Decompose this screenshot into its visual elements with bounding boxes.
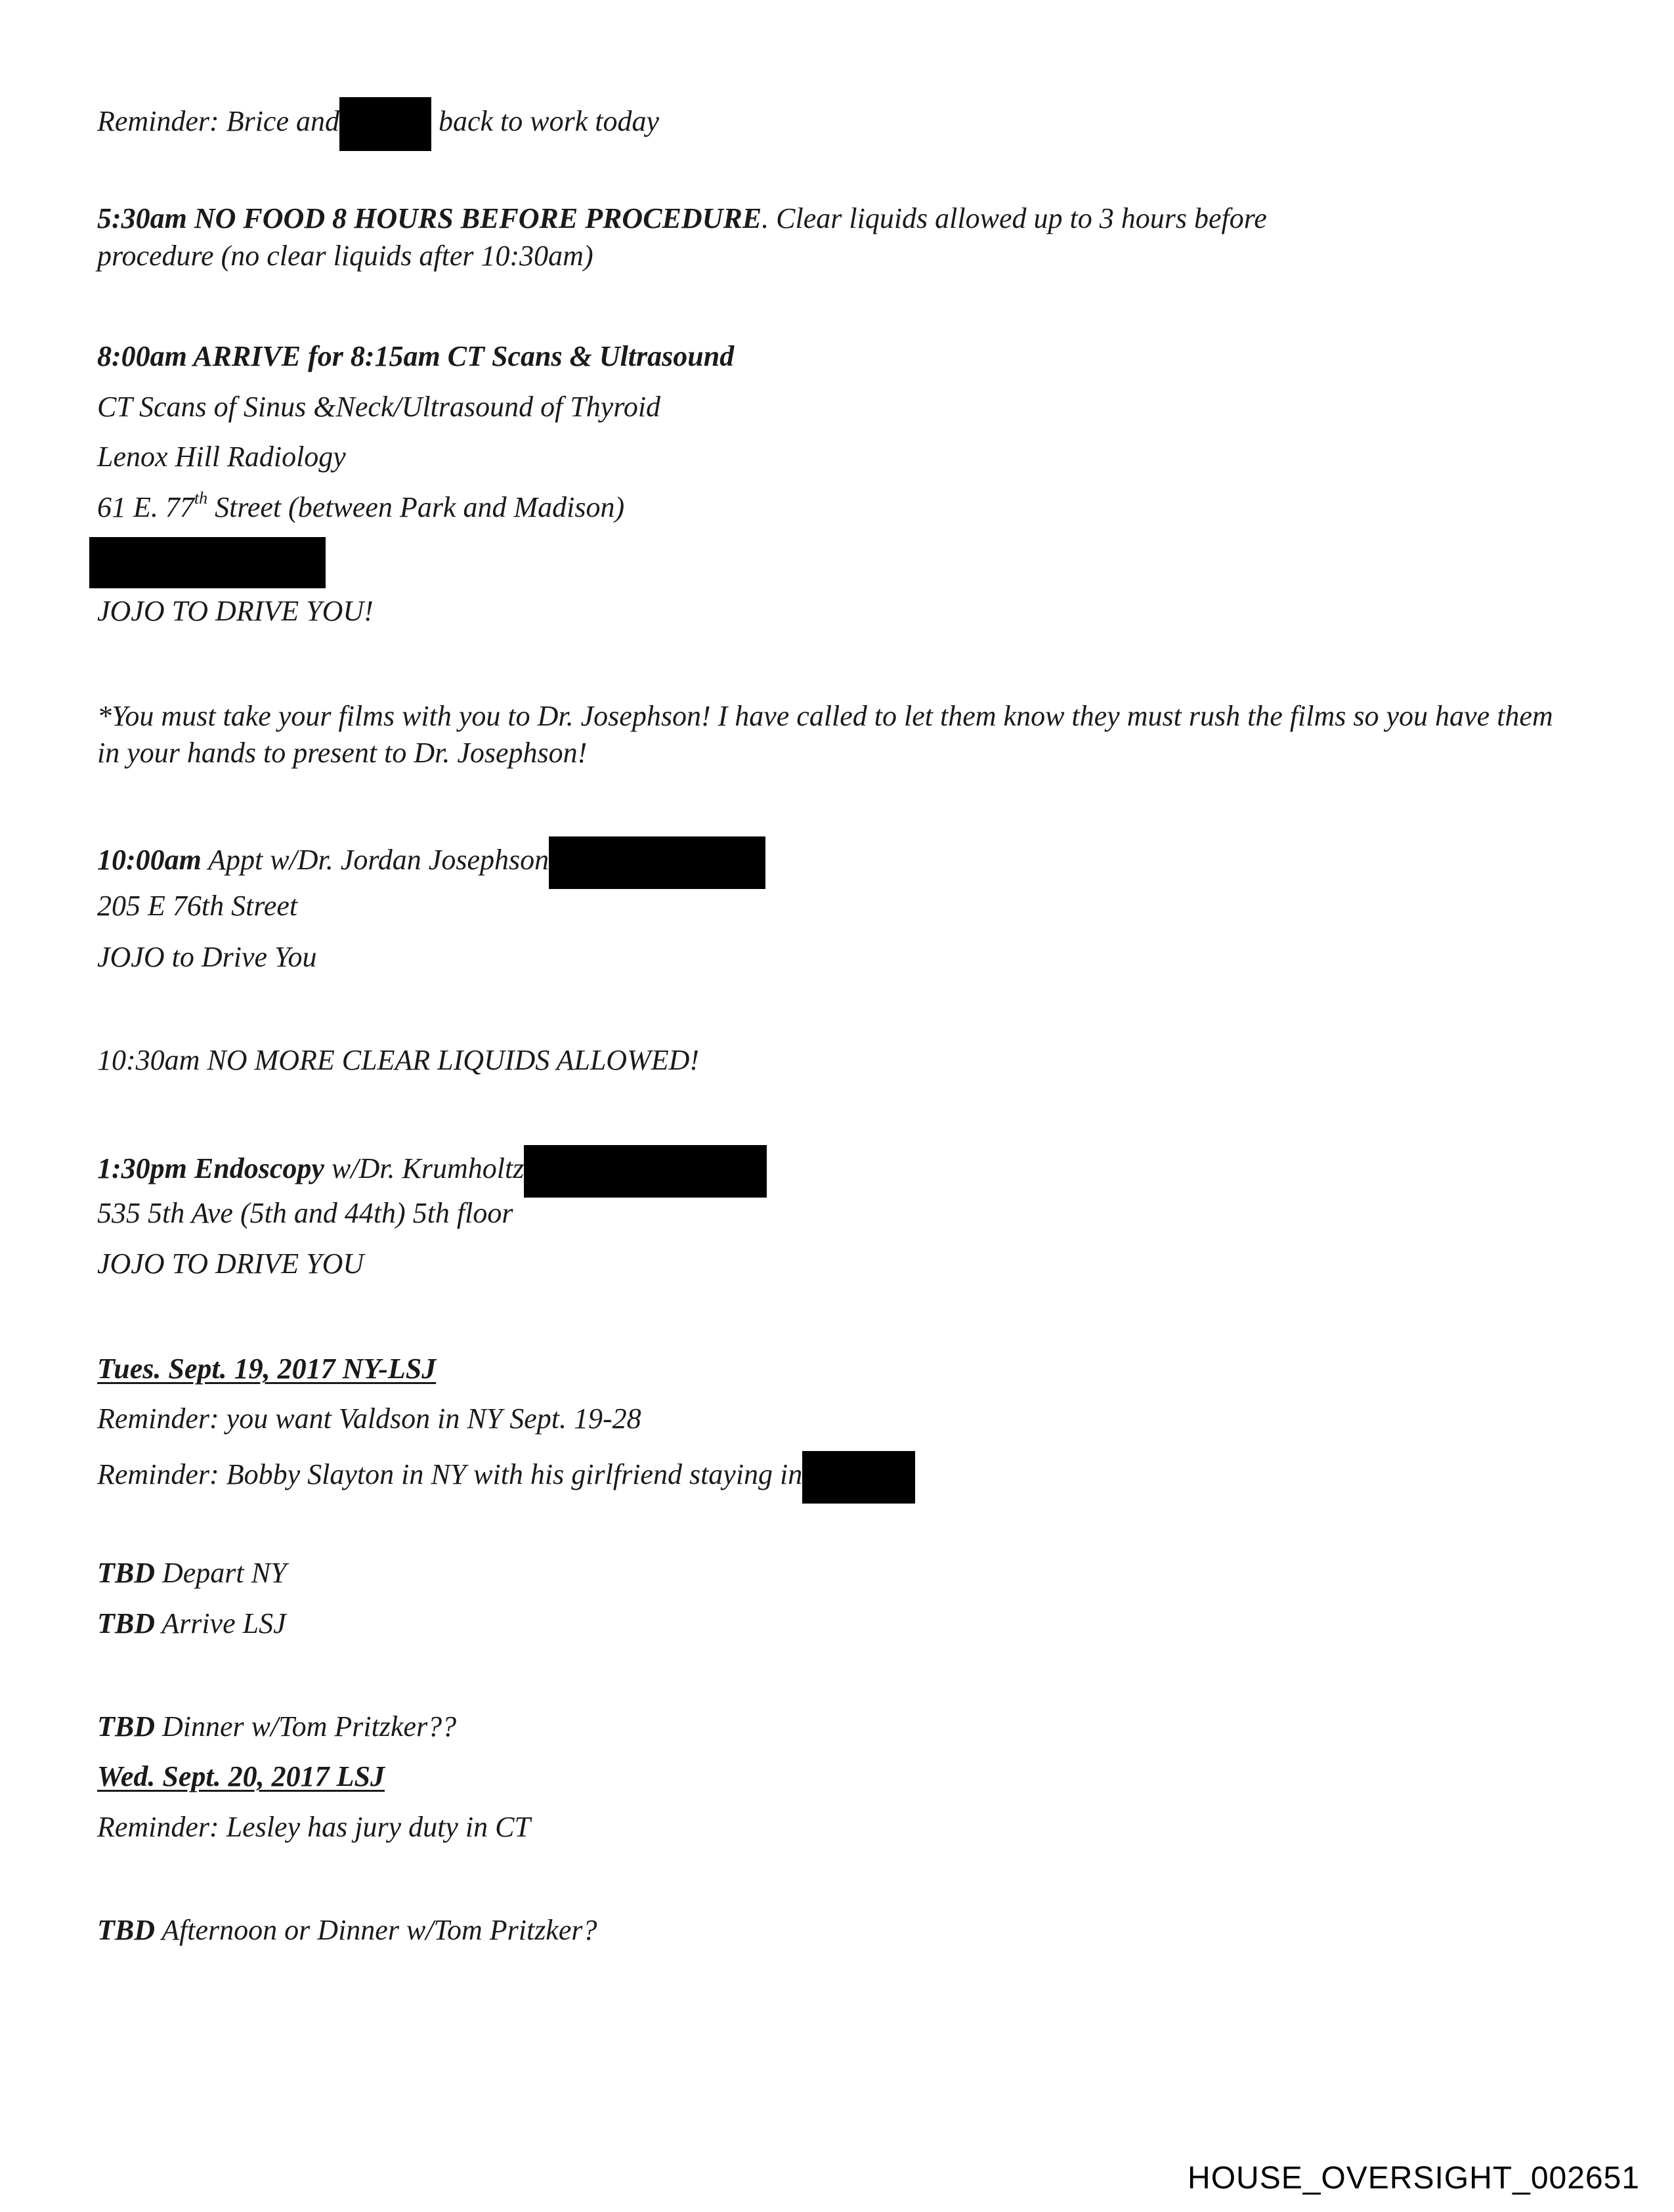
josephson-driver: JOJO to Drive You: [97, 941, 317, 973]
ct-scans-heading: 8:00am ARRIVE for 8:15am CT Scans & Ultrasound: [97, 340, 735, 372]
reminder-suffix: back to work today: [439, 105, 660, 138]
no-food-line-2: procedure (no clear liquids after 10:30am): [97, 240, 593, 272]
ct-scans-address: 61 E. 77th Street (between Park and Madison): [97, 488, 625, 523]
endoscopy-address: 535 5th Ave (5th and 44th) 5th floor: [97, 1197, 513, 1229]
wed-date-heading: Wed. Sept. 20, 2017 LSJ: [97, 1760, 385, 1792]
tues-date-heading: Tues. Sept. 19, 2017 NY-LSJ: [97, 1353, 437, 1385]
no-food-heading: 5:30am NO FOOD 8 HOURS BEFORE PROCEDURE: [97, 202, 762, 234]
tues-dinner: TBD Dinner w/Tom Pritzker??: [97, 1710, 457, 1743]
redaction-box: [524, 1145, 767, 1198]
endoscopy-driver: JOJO TO DRIVE YOU: [97, 1247, 364, 1280]
redaction-box: [89, 537, 326, 588]
tues-arrive: TBD Arrive LSJ: [97, 1607, 286, 1639]
tues-reminder-2: Reminder: Bobby Slayton in NY with his girlfriend staying in: [97, 1451, 915, 1504]
wed-tbd: TBD Afternoon or Dinner w/Tom Pritzker?: [97, 1914, 597, 1946]
redaction-box: [802, 1451, 915, 1504]
no-food-line: [97, 200, 1267, 237]
endoscopy-appt: 1:30pm Endoscopy w/Dr. Krumholtz: [97, 1145, 767, 1198]
wed-reminder: Reminder: Lesley has jury duty in CT: [97, 1811, 530, 1843]
ct-scans-line-1: CT Scans of Sinus &Neck/Ultrasound of Thyroid: [97, 391, 661, 423]
reminder-prefix: Reminder: Brice and: [97, 105, 339, 138]
films-note: *You must take your films with you to Dr. Josephson! I have called to let them know they must rush the films so you have them in your hands to present to Dr. Josephson!: [97, 700, 1553, 769]
josephson-appt: 10:00am Appt w/Dr. Jordan Josephson: [97, 836, 765, 889]
ct-scans-driver: JOJO TO DRIVE YOU!: [97, 595, 374, 627]
reminder-back-to-work: [97, 97, 659, 151]
ct-scans-line-2: Lenox Hill Radiology: [97, 441, 346, 473]
redaction-box: [339, 97, 431, 151]
josephson-address: 205 E 76th Street: [97, 890, 298, 922]
no-food-rest: . Clear liquids allowed up to 3 hours before: [762, 202, 1267, 234]
tues-reminder-1: Reminder: you want Valdson in NY Sept. 19-28: [97, 1402, 641, 1435]
redaction-box: [549, 836, 765, 889]
tues-depart: TBD Depart NY: [97, 1557, 287, 1589]
bates-number: HOUSE_OVERSIGHT_002651: [1188, 2161, 1640, 2196]
no-liquids-line: 10:30am NO MORE CLEAR LIQUIDS ALLOWED!: [97, 1044, 700, 1076]
